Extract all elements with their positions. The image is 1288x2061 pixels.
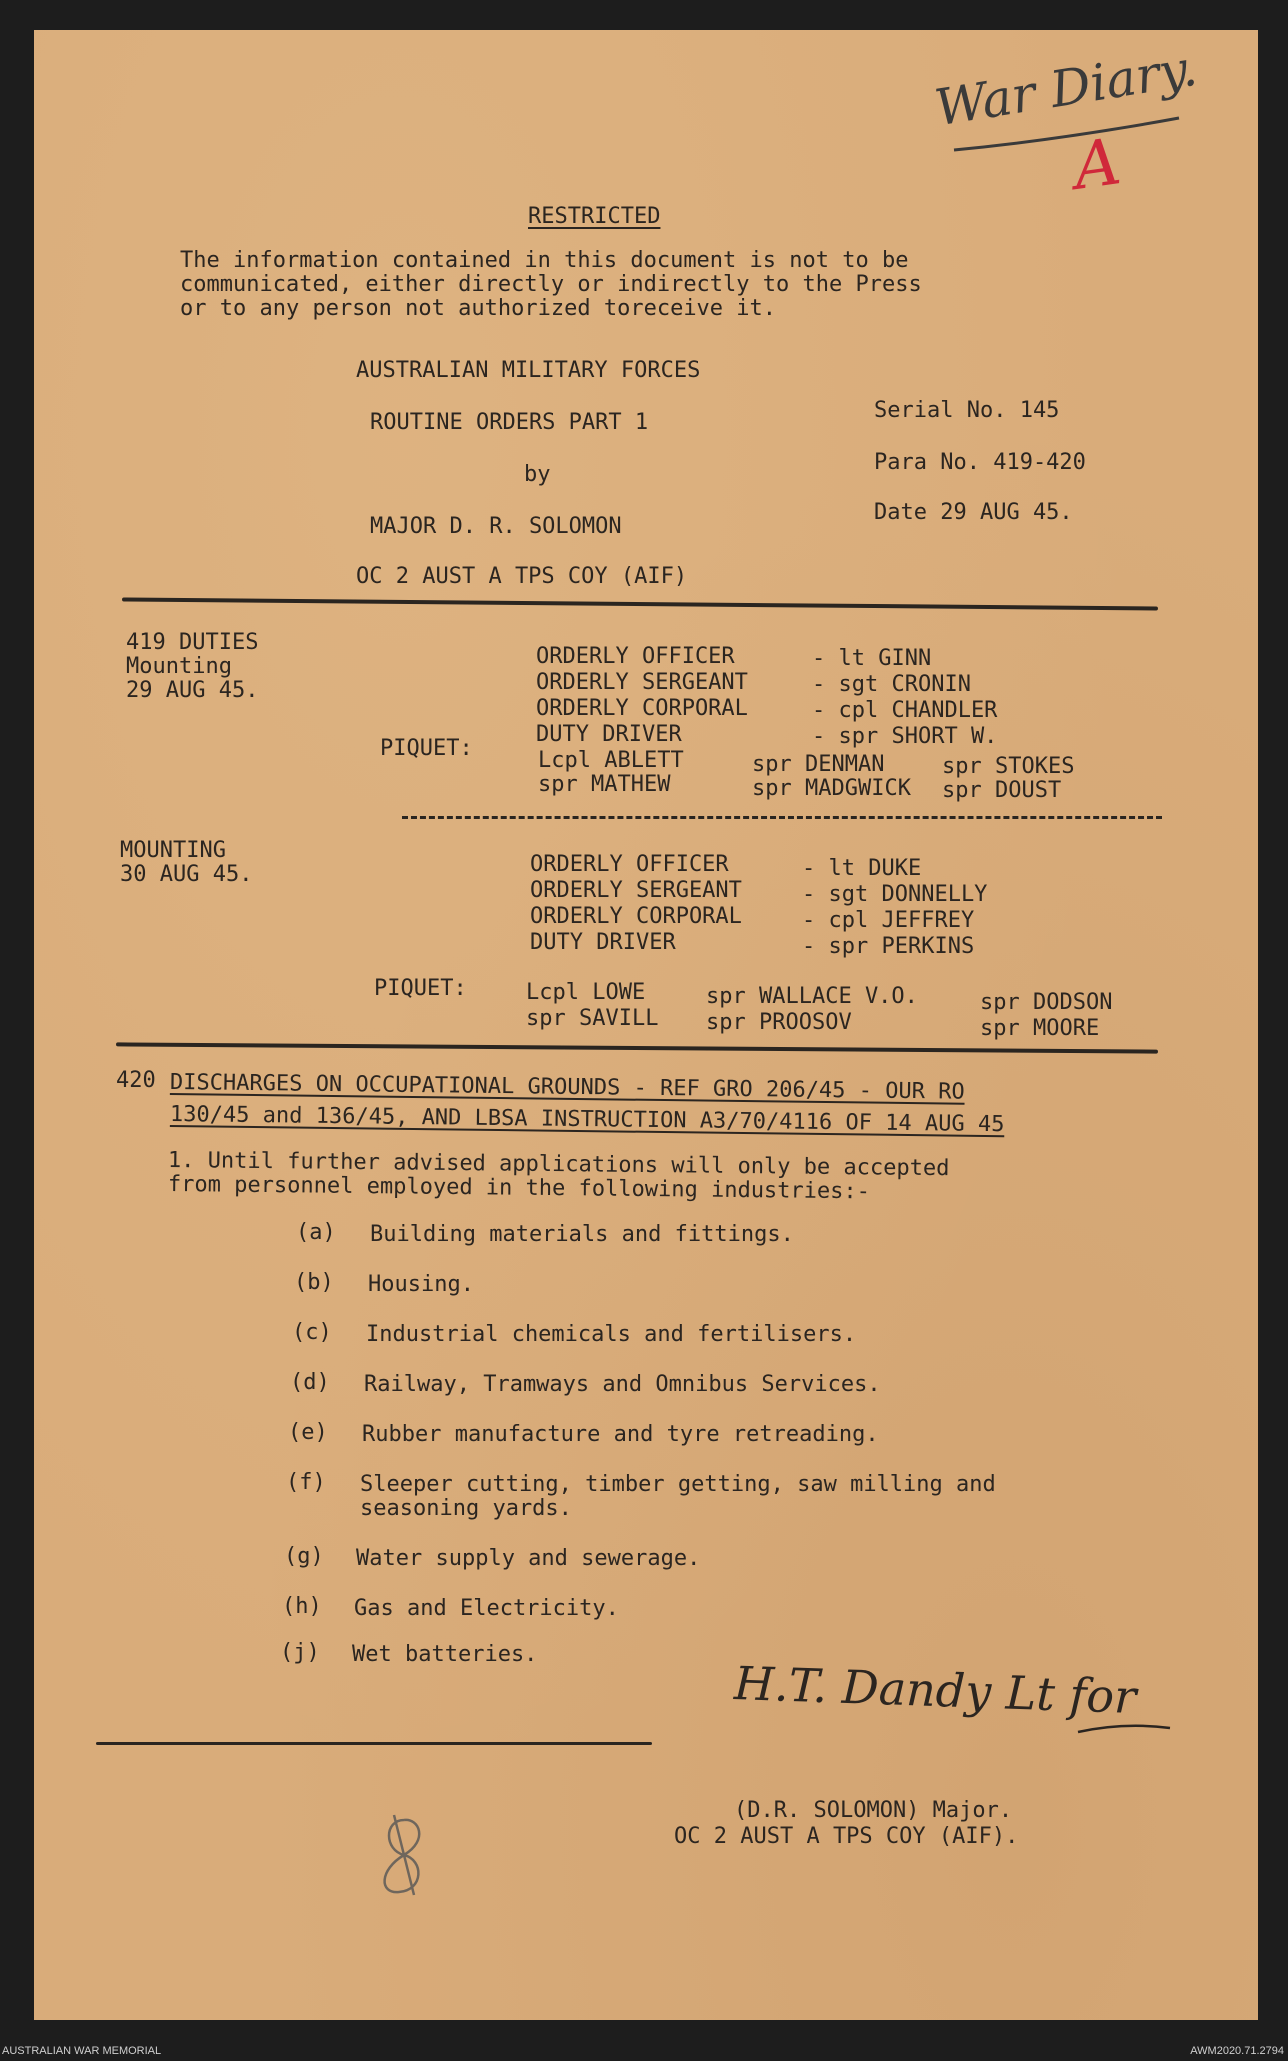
duty-role: ORDERLY OFFICER — [530, 852, 729, 877]
piquet-member: spr MADGWICK — [752, 776, 911, 801]
duty-role: ORDERLY CORPORAL — [530, 904, 742, 929]
industry-text: Building materials and fittings. — [370, 1222, 794, 1247]
mounting-30-date: 30 AUG 45. — [120, 862, 253, 887]
header-divider — [122, 597, 1158, 610]
signatory-unit: OC 2 AUST A TPS COY (AIF). — [674, 1824, 1019, 1849]
red-pencil-mark: A — [1069, 125, 1126, 205]
section-divider — [116, 1042, 1158, 1053]
duty-name: - sgt DONNELLY — [802, 882, 988, 907]
officer-name: MAJOR D. R. SOLOMON — [370, 514, 622, 539]
piquet-member: spr SAVILL — [526, 1006, 659, 1031]
piquet-member: Lcpl ABLETT — [538, 748, 684, 773]
piquet-member: spr WALLACE V.O. — [706, 984, 918, 1009]
notice-line-2: communicated, either directly or indirectly to the Press — [180, 272, 922, 297]
industry-label: (d) — [290, 1370, 330, 1395]
piquet-member: spr DODSON — [980, 990, 1113, 1015]
forces-title: AUSTRALIAN MILITARY FORCES — [356, 358, 701, 383]
duty-name: - cpl JEFFREY — [802, 908, 975, 933]
piquet-member: spr MATHEW — [538, 772, 671, 797]
industry-label: (e) — [288, 1420, 328, 1445]
piquet-member: spr DENMAN — [752, 752, 885, 777]
industry-text: Gas and Electricity. — [354, 1596, 619, 1621]
pencil-initial-mark — [364, 1810, 444, 1900]
piquet-member: Lcpl LOWE — [526, 980, 646, 1005]
footer-left: AUSTRALIAN WAR MEMORIAL — [2, 2045, 162, 2057]
piquet-label: PIQUET: — [374, 976, 467, 1001]
signature-divider — [96, 1742, 652, 1745]
orders-title: ROUTINE ORDERS PART 1 — [370, 410, 649, 435]
industry-text: Housing. — [368, 1272, 474, 1297]
piquet-member: spr MOORE — [980, 1016, 1100, 1041]
industry-label: (f) — [286, 1470, 326, 1495]
industry-text: Sleeper cutting, timber getting, saw milling and — [360, 1472, 996, 1497]
industry-text: Water supply and sewerage. — [356, 1546, 701, 1571]
serial-number: Serial No. 145 — [874, 398, 1060, 423]
industry-label: (a) — [296, 1220, 336, 1245]
duty-name: - lt DUKE — [802, 856, 922, 881]
duties-separator — [402, 816, 1162, 819]
industry-text: Rubber manufacture and tyre retreading. — [362, 1422, 879, 1447]
war-diary-annotation: War Diary. — [931, 38, 1201, 138]
duty-role: ORDERLY SERGEANT — [536, 670, 748, 695]
mounting-30-heading: MOUNTING — [120, 838, 226, 863]
unit-name: OC 2 AUST A TPS COY (AIF) — [356, 564, 688, 589]
duty-name: - sgt CRONIN — [812, 672, 971, 697]
duty-name: - spr SHORT W. — [812, 724, 998, 749]
para-420-title-line-2: 130/45 and 136/45, AND LBSA INSTRUCTION A3/70/4116 OF 14 AUG 45 — [169, 1102, 1005, 1138]
industry-text: Industrial chemicals and fertilisers. — [366, 1322, 857, 1347]
intro-line-1: 1. Until further advised applications will only be accepted — [167, 1148, 950, 1182]
duty-name: - spr PERKINS — [802, 934, 975, 959]
industry-label: (h) — [282, 1594, 322, 1619]
para-420-number: 420 — [116, 1068, 156, 1093]
piquet-label: PIQUET: — [380, 736, 473, 761]
para-419-heading: 419 DUTIES — [126, 630, 259, 655]
document-page — [34, 30, 1258, 2020]
order-date: Date 29 AUG 45. — [874, 500, 1073, 525]
industry-label: (g) — [284, 1544, 324, 1569]
duty-name: - lt GINN — [812, 646, 932, 671]
signatory-name: (D.R. SOLOMON) Major. — [734, 1798, 1013, 1823]
piquet-member: spr DOUST — [942, 778, 1062, 803]
intro-line-2: from personnel employed in the following industries:- — [167, 1172, 871, 1205]
notice-line-1: The information contained in this document is not to be — [180, 248, 909, 273]
duty-role: ORDERLY OFFICER — [536, 644, 735, 669]
handwritten-signature: H.T. Dandy Lt for — [733, 1655, 1138, 1725]
by-label: by — [524, 462, 551, 487]
restricted-heading: RESTRICTED — [528, 204, 661, 229]
duty-role: DUTY DRIVER — [536, 722, 682, 747]
para-420-title-line-1: DISCHARGES ON OCCUPATIONAL GROUNDS - REF GRO 206/45 - OUR RO — [169, 1070, 965, 1105]
duty-role: ORDERLY CORPORAL — [536, 696, 748, 721]
piquet-member: spr STOKES — [942, 754, 1075, 779]
duty-name: - cpl CHANDLER — [812, 698, 998, 723]
industry-label: (j) — [280, 1640, 320, 1665]
industry-text: seasoning yards. — [360, 1496, 572, 1521]
industry-text: Railway, Tramways and Omnibus Services. — [364, 1372, 881, 1397]
para-number: Para No. 419-420 — [874, 450, 1086, 475]
para-419-subheading: Mounting — [126, 654, 232, 679]
industry-label: (b) — [294, 1270, 334, 1295]
duty-role: ORDERLY SERGEANT — [530, 878, 742, 903]
industry-text: Wet batteries. — [352, 1642, 538, 1667]
para-419-date: 29 AUG 45. — [126, 678, 259, 703]
industry-label: (c) — [292, 1320, 332, 1345]
footer-right: AWM2020.71.2794 — [1190, 2045, 1284, 2057]
notice-line-3: or to any person not authorized toreceive it. — [180, 296, 777, 321]
piquet-member: spr PROOSOV — [706, 1010, 852, 1035]
signature-underline — [1074, 1718, 1174, 1738]
duty-role: DUTY DRIVER — [530, 930, 676, 955]
